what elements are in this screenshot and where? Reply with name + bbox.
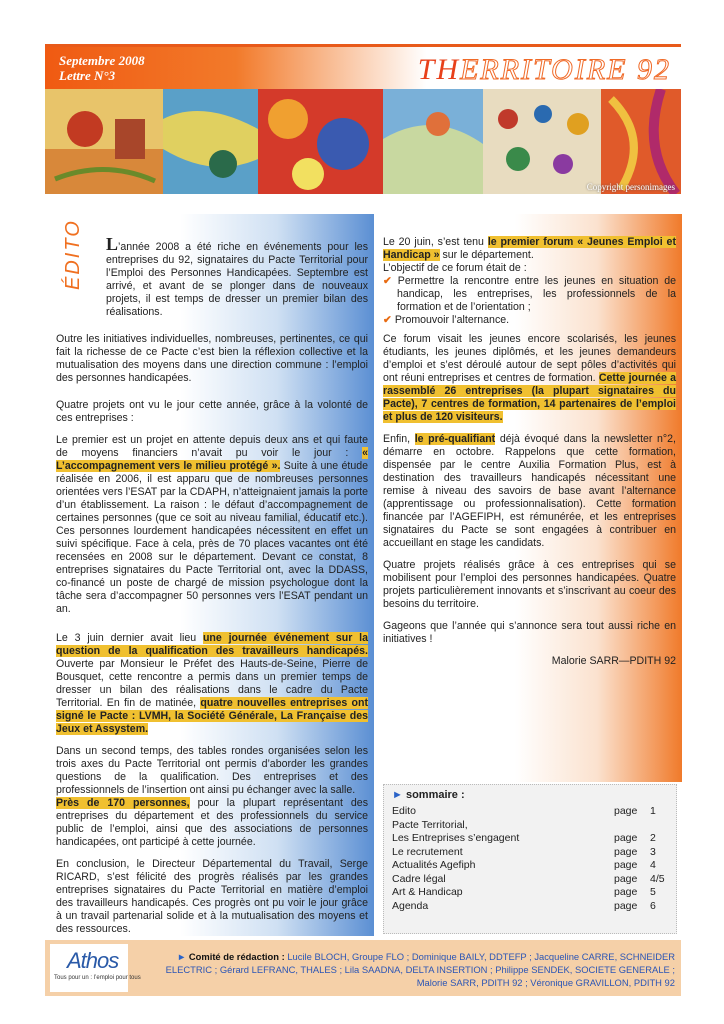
toc-title: ► sommaire : <box>392 789 465 801</box>
copyright-note: Copyright personimages <box>586 182 675 192</box>
check-icon: ✔ <box>383 275 392 287</box>
edito-paragraph-7: Près de 170 personnes, pour la plupart représentant des entreprises du département et des professionnels du service public de l’emploi, ainsi que des associations de personnes handicapées, ont participé à cette journée. <box>56 797 368 848</box>
toc-row[interactable]: Agenda page 6 <box>392 899 656 912</box>
newsletter-title <box>418 53 671 87</box>
edito-paragraph-3: Quatre projets ont vu le jour cette année, grâce à la volonté de ces entreprises : <box>56 399 368 424</box>
arrow-icon: ► <box>392 789 403 801</box>
edito-paragraph-5: Le 3 juin dernier avait lieu une journée événement sur la question de la qualification des travailleurs handicapés. Ouverte par Monsieur le Préfet des Hauts-de-Seine, Pierre de Bousquet, cette rencontre a permis dans un premier temps de dresser un bilan des réalisations dans le cadre du Pacte Territorial. En fin de matinée, quatre nouvelles entreprises ont signé le Pacte : LVMH, la Société Générale, La Française des Jeux et Assystem. <box>56 632 368 735</box>
objective-item: ✔ Permettre la rencontre entre les jeunes en situation de handicap, les entreprises, les professionnels de la formation et de l’orientation ; <box>383 275 676 313</box>
committee-label: Comité de rédaction : <box>188 951 285 962</box>
toc-row[interactable]: Cadre légal page 4/5 <box>392 872 665 885</box>
painting-2 <box>163 89 258 194</box>
drop-cap: L <box>106 234 119 254</box>
objective-item: ✔ Promouvoir l’alternance. <box>383 314 510 326</box>
table-of-contents <box>383 784 677 934</box>
masthead <box>45 44 681 92</box>
painting-1 <box>45 89 163 194</box>
issue-info <box>59 53 145 83</box>
signature: Malorie SARR—PDITH 92 <box>551 655 676 667</box>
forum-paragraph: Le 20 juin, s’est tenu le premier forum « Jeunes Emploi et Handicap » sur le département. <box>383 236 676 261</box>
edito-tag <box>58 219 98 298</box>
forum-objectives-list <box>383 275 676 327</box>
forum-results-paragraph: Ce forum visait les jeunes encore scolarisés, les jeunes étudiants, les jeunes diplômés, et les jeunes demandeurs d’emploi et s’est déroulé autour de sept pôles d’activités qui ont réuni entreprises et centres de formation. Cette journée a rassemblé 26 entreprises (la plupart signataires du Pacte), 7 centres de formation, 14 partenaires de l’emploi et plus de 120 visiteurs. <box>383 333 677 423</box>
edito-label: ÉDITO <box>62 219 84 290</box>
arrow-icon: ► <box>176 951 187 962</box>
edito-paragraph-6: Dans un second temps, des tables rondes organisées selon les trois axes du Pacte Territorial ont permis d’aborder les grandes questions de la qualification. Des entreprises et des professionnels de l’insertion ont ainsi pu échanger avec la salle. <box>56 745 368 796</box>
painting-3 <box>258 89 383 194</box>
toc-row[interactable]: Art & Handicap page 5 <box>392 886 656 898</box>
artwork-banner <box>45 89 681 194</box>
news-text <box>383 236 676 677</box>
editorial-committee <box>140 950 675 989</box>
logo-tagline: Tous pour un : l’emploi pour tous <box>54 975 141 981</box>
toc-row[interactable]: Le recrutement page 3 <box>392 845 656 858</box>
toc-row[interactable]: Actualités Agefiph page 4 <box>392 859 656 871</box>
edito-text-top <box>106 234 368 328</box>
title-rest: ERRITOIRE 92 <box>460 53 671 86</box>
toc-row[interactable]: Pacte Territorial, <box>392 818 468 831</box>
toc-row[interactable]: Edito page 1 <box>392 805 656 817</box>
closing-paragraph: Gageons que l’année qui s’annonce sera tout aussi riche en initiatives ! <box>383 620 676 645</box>
painting-4 <box>383 89 483 194</box>
edito-paragraph-2: Outre les initiatives individuelles, nombreuses, pertinentes, ce qui fait la richesse de ce Pacte c’est bien la réflexion collective et la mutualisation des moyens dans une direction commune : l’emploi des personnes handicapées. <box>56 333 368 384</box>
logo-name: Athos <box>67 948 119 973</box>
forum-objective: L’objectif de ce forum était de : <box>383 262 527 274</box>
athos-logo <box>50 944 141 992</box>
edito-paragraph-1: L’année 2008 a été riche en événements pour les entreprises du 92, signataires du Pacte Territorial pour l’Emploi des Personnes Handicapées. Septembre est arrivé, et avant de se plonger dans de nouveaux projets, il est temps de dresser un premier bilan des réalisations. <box>106 234 368 318</box>
title-accent: TH <box>417 53 461 86</box>
committee-members: Lucile BLOCH, Groupe FLO ; Dominique BAILY, DDTEFP ; Jacqueline CARRE, SCHNEIDER ELECTRIC ; Gérard LEFRANC, THALES ; Lila SAADNA, DELTA INSERTION ; Philippe SENDEK, SOCIETE GENERALE ; Malorie SARR, PDITH 92 ; Véronique GRAVILLON, PDITH 92 <box>165 951 675 988</box>
issue-date: Septembre 2008 <box>59 53 145 68</box>
check-icon: ✔ <box>383 314 392 326</box>
issue-number: Lettre N°3 <box>59 68 116 83</box>
painting-6 <box>601 89 681 194</box>
prequalifiant-paragraph: Enfin, le pré-qualifiant déjà évoqué dans la newsletter n°2, démarre en octobre. Rappelons que cette formation, dispensée par le centre Auxilia Formation Plus, est à destination des travailleurs handicapés nécessitant une remise à niveau des savoirs de base avant l’alternance (apprentissage ou professionnalisation). Cette formation financée par l’AGEFIPH, est rémunérée, et les entreprises signataires du Pacte se sont engagées à contribuer en accueillant en stage les candidats. <box>383 433 676 549</box>
projects-paragraph: Quatre projets réalisés grâce à ces entreprises qui se mobilisent pour l’emploi des personnes handicapées. Quatre projets particulièrement innovants et s’inscrivant au coeur des besoins du territoire. <box>383 559 676 610</box>
edito-text <box>56 333 368 945</box>
toc-row[interactable]: Les Entreprises s’engagent page 2 <box>392 832 656 844</box>
edito-paragraph-4: Le premier est un projet en attente depuis deux ans et qui faute de moyens financiers n’avait pu voir le jour : « L’accompagnement vers le milieu protégé ». Suite à une étude réalisée en 2006, il est apparu que de nombreuses personnes orientées vers l’ESAT par la CDAPH, n’atteignaient jamais la porte d’un établissement. La raison : le défaut d’accompagnement de certaines personnes (que ce soit au niveau familial, éducatif etc.). Ces personnes lourdement handicapées nécessitent en effet un suivi spécifique. Face à cela, près de 70 places vacantes ont été recensées en 2008 sur le département. Devant ce constat, 8 entreprises signataires du Pacte Territorial ont, avec la DDASS, co-financé un poste de chargé de mission psychologue dont la tâche sera d’accompagner 50 personnes vers l’ESAT pendant un an. <box>56 434 368 615</box>
painting-5 <box>483 89 601 194</box>
edito-paragraph-8: En conclusion, le Directeur Départemental du Travail, Serge RICARD, s’est félicité des progrès réalisés par les grandes entreprises signataires du Pacte Territorial en matière d’emploi des travailleurs handicapés. Ces progrès ont pu voir le jour grâce à un travail partenarial solide et à la mutualisation des moyens et des ressources. <box>56 858 368 935</box>
